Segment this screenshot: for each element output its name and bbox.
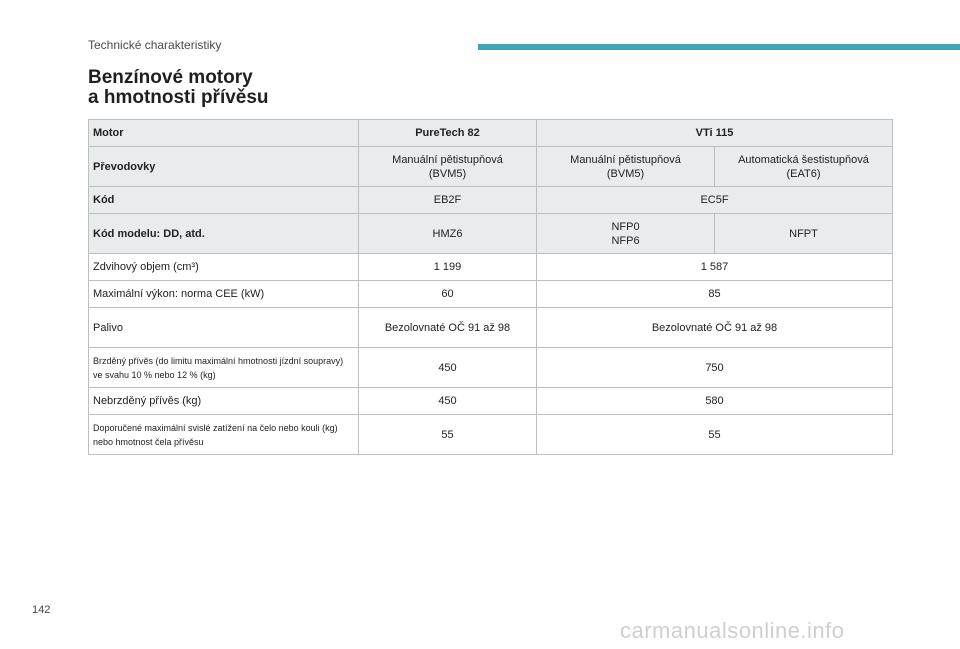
cell-displacement-2: 1 587 (537, 254, 893, 281)
cell-gearbox-1 (359, 147, 537, 187)
cell-power-1: 60 (359, 281, 537, 308)
row-label: Nebrzděný přívěs (kg) (89, 388, 359, 415)
cell-line: NFP6 (611, 234, 640, 247)
page-title-line-2: a hmotnosti přívěsu (88, 87, 269, 108)
table-row-prevodovky (89, 147, 893, 187)
engine-specs-table (88, 119, 893, 455)
cell-line: Automatická šestistupňová (738, 153, 869, 166)
table-row-kod-modelu (89, 214, 893, 254)
cell-power-2: 85 (537, 281, 893, 308)
row-label: Motor (89, 120, 359, 147)
watermark: carmanualsonline.info (620, 618, 845, 643)
table-row-nebrzdeny (89, 388, 893, 415)
row-label-line: nebo hmotnost čela přívěsu (93, 436, 204, 447)
row-label: Převodovky (89, 147, 359, 187)
row-label (89, 415, 359, 455)
table-row-vykon (89, 281, 893, 308)
cell-line: Manuální pětistupňová (570, 153, 681, 166)
table-row-zatizeni (89, 415, 893, 455)
cell-engine-1: PureTech 82 (359, 120, 537, 147)
cell-model-code-3: NFPT (715, 214, 893, 254)
table-row-brzdeny (89, 348, 893, 388)
cell-line: (EAT6) (786, 167, 821, 180)
row-label-line: Brzděný přívěs (do limitu maximální hmotnosti jízdní soupravy) (93, 355, 344, 366)
cell-fuel-1: Bezolovnaté OČ 91 až 98 (359, 308, 537, 348)
cell-line: (BVM5) (428, 167, 467, 180)
cell-model-code-2 (537, 214, 715, 254)
cell-model-code-1: HMZ6 (359, 214, 537, 254)
row-label: Kód (89, 187, 359, 214)
table-row-objem (89, 254, 893, 281)
table-row-kod (89, 187, 893, 214)
row-label: Maximální výkon: norma CEE (kW) (89, 281, 359, 308)
cell-code-2: EC5F (537, 187, 893, 214)
row-label: Palivo (89, 308, 359, 348)
page-title-line-1: Benzínové motory (88, 67, 253, 88)
page-title (88, 68, 269, 108)
page-number: 142 (32, 604, 51, 616)
cell-gearbox-2 (537, 147, 715, 187)
cell-braked-trailer-1: 450 (359, 348, 537, 388)
row-label: Kód modelu: DD, atd. (89, 214, 359, 254)
row-label: Zdvihový objem (cm³) (89, 254, 359, 281)
cell-gearbox-3 (715, 147, 893, 187)
section-label: Technické charakteristiky (88, 38, 222, 52)
cell-unbraked-trailer-2: 580 (537, 388, 893, 415)
cell-displacement-1: 1 199 (359, 254, 537, 281)
cell-line: Manuální pětistupňová (392, 153, 503, 166)
table-row-palivo (89, 308, 893, 348)
cell-fuel-2: Bezolovnaté OČ 91 až 98 (537, 308, 893, 348)
row-label (89, 348, 359, 388)
cell-line: NFP0 (611, 220, 640, 233)
cell-unbraked-trailer-1: 450 (359, 388, 537, 415)
header-accent-bar (478, 44, 960, 50)
table-row-motor (89, 120, 893, 147)
cell-line: (BVM5) (606, 167, 645, 180)
cell-nose-weight-2: 55 (537, 415, 893, 455)
cell-engine-2: VTi 115 (537, 120, 893, 147)
row-label-line: Doporučené maximální svislé zatížení na čelo nebo kouli (kg) (93, 422, 338, 433)
cell-nose-weight-1: 55 (359, 415, 537, 455)
cell-braked-trailer-2: 750 (537, 348, 893, 388)
cell-code-1: EB2F (359, 187, 537, 214)
row-label-line: ve svahu 10 % nebo 12 % (kg) (93, 369, 216, 380)
